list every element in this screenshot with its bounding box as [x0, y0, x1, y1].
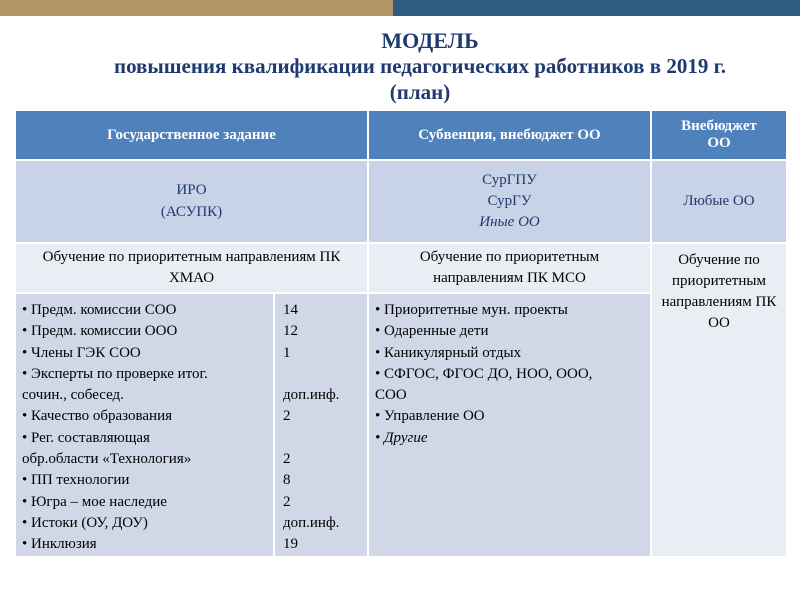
program-value: 14	[283, 302, 298, 318]
cell-programs-values	[275, 294, 369, 558]
program-item: • Истоки (ОУ, ДОУ)	[22, 514, 148, 531]
program-item: • Рег. составляющая	[22, 429, 150, 446]
program-value: 12	[283, 323, 298, 340]
text-asupk: (АСУПК)	[160, 203, 223, 220]
cell-mso-list	[369, 294, 652, 558]
program-value: доп.инф.	[283, 514, 340, 531]
program-value: 19	[283, 536, 298, 553]
program-item: • Югра – мое наследие	[22, 493, 167, 510]
text-surgu: СурГУ	[487, 192, 532, 209]
mso-item: • Одаренные дети	[375, 323, 489, 340]
header-subvention: Субвенция, внебюджет ОО	[369, 111, 652, 161]
program-item: • Предм. комиссии ООО	[22, 323, 178, 340]
mso-item: • Приоритетные мун. проекты	[375, 302, 568, 318]
header-extrabudget: Внебюджет ОО	[652, 111, 786, 161]
program-item: • Предм. комиссии СОО	[22, 302, 177, 318]
slide-subtitle: повышения квалификации педагогических работников в 2019 г.	[113, 54, 727, 78]
cell-training-mso: Обучение по приоритетным направлениям ПК МСО	[369, 244, 652, 294]
mso-item: СОО	[375, 387, 407, 404]
program-value: доп.инф.	[283, 387, 340, 404]
text-other-oo: Иные ОО	[479, 214, 540, 231]
cell-any-oo: Любые ОО	[652, 161, 786, 244]
program-value: 8	[283, 472, 291, 489]
cell-programs-list	[16, 294, 275, 558]
top-bar-blue	[393, 0, 800, 16]
text-surgpu: СурГПУ	[482, 171, 537, 188]
slide-subtitle-plan: (план)	[389, 80, 451, 104]
text-iro: ИРО	[176, 182, 207, 199]
program-item: • Качество образования	[22, 408, 173, 425]
program-value: 2	[283, 451, 291, 468]
slide-title: МОДЕЛЬ	[381, 28, 479, 53]
mso-item: • Каникулярный отдых	[375, 344, 522, 361]
top-bar-gold	[0, 0, 393, 16]
program-value: 2	[283, 493, 291, 510]
program-item: • Члены ГЭК СОО	[22, 344, 141, 361]
program-value	[283, 428, 361, 449]
cell-universities	[369, 161, 652, 244]
cell-iro	[16, 161, 369, 244]
mso-item: • Управление ОО	[375, 408, 485, 425]
header-state-task: Государственное задание	[16, 111, 369, 161]
program-value: 1	[283, 344, 291, 361]
program-item: сочин., собесед.	[22, 387, 124, 404]
program-item: • Эксперты по проверке итог.	[22, 365, 208, 382]
program-value: 2	[283, 408, 291, 425]
mso-item: • СФГОС, ФГОС ДО, НОО, ООО,	[375, 365, 593, 382]
mso-item-other: • Другие	[375, 429, 428, 446]
program-value	[283, 364, 361, 385]
cell-training-hmao: Обучение по приоритетным направлениям ПК ХМАО	[16, 244, 369, 294]
program-item: обр.области «Технология»	[22, 451, 192, 468]
program-item: • ПП технологии	[22, 472, 130, 489]
cell-training-oo: Обучение по приоритетным направлениям ПК ОО	[652, 244, 786, 558]
program-item: • Инклюзия	[22, 536, 97, 553]
